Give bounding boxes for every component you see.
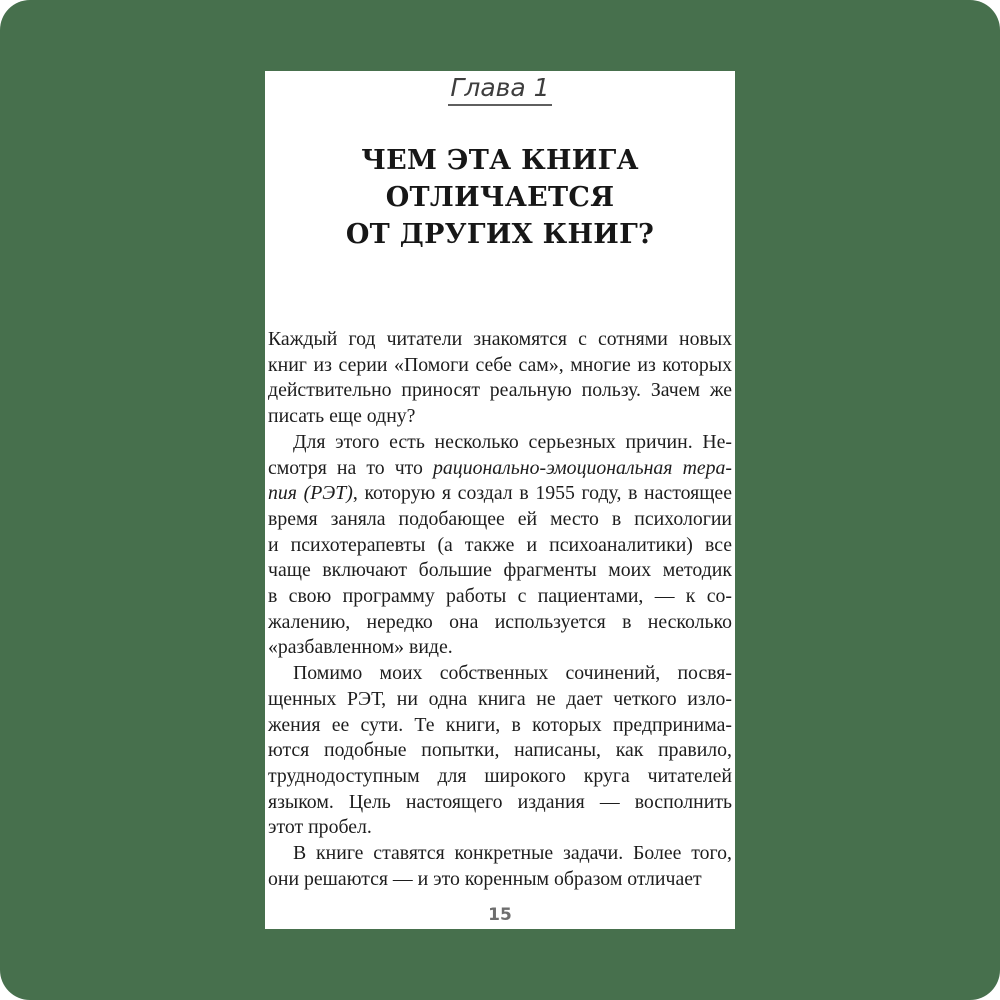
- text-line: в свою программу работы с пациентами, — к со-: [268, 585, 732, 608]
- text-line: труднодоступным для широкого круга читателей: [268, 764, 732, 787]
- chapter-divider: [448, 104, 552, 106]
- text-line: ются подобные попытки, написаны, как правило,: [268, 739, 732, 762]
- paragraph: [268, 327, 732, 430]
- text-line: и психотерапевты (а также и психоаналитики) все: [268, 533, 732, 556]
- text-line: этот пробел.: [268, 816, 372, 839]
- book-page[interactable]: [265, 71, 735, 929]
- text-line: языком. Цель настоящего издания — восполнить: [268, 790, 732, 813]
- page-number: 15: [488, 905, 512, 925]
- text-line: время заняла подобающее ей место в психологии: [268, 507, 732, 530]
- title-line: ЧЕМ ЭТА КНИГА: [361, 145, 639, 176]
- text-line: действительно приносят реальную пользу. Зачем же: [268, 379, 732, 402]
- paragraph: [268, 841, 732, 892]
- text-line: жения ее сути. Те книги, в которых предпринима-: [268, 713, 732, 736]
- title-line: ОТЛИЧАЕТСЯ: [385, 182, 615, 213]
- text-line: писать еще одну?: [268, 405, 416, 428]
- text-line: «разбавленном» виде.: [268, 636, 453, 659]
- title-line: ОТ ДРУГИХ КНИГ?: [345, 219, 655, 250]
- text-line: щенных РЭТ, ни одна книга не дает четкого изло-: [268, 687, 732, 710]
- text-line: жалению, нередко она используется в несколько: [268, 610, 732, 633]
- text-line: Помимо моих собственных сочинений, посвя-: [293, 662, 732, 685]
- text-line: чаще включают большие фрагменты моих методик: [268, 559, 732, 582]
- paragraph: [268, 430, 732, 661]
- paragraph: [268, 661, 732, 841]
- text-line: они решаются — и это коренным образом отличает: [268, 867, 702, 890]
- chapter-title: [268, 142, 732, 253]
- text-line: В книге ставятся конкретные задачи. Более того,: [293, 842, 732, 865]
- text-line: Для этого есть несколько серьезных причин. Не-: [293, 430, 732, 453]
- chapter-label: Глава 1: [450, 73, 550, 102]
- text-line: книг из серии «Помоги себе сам», многие из которых: [268, 353, 732, 376]
- text-line: смотря на то что рационально-эмоциональная тера-: [268, 456, 732, 479]
- body-text: [268, 327, 732, 892]
- text-line: Каждый год читатели знакомятся с сотнями новых: [268, 328, 732, 350]
- text-line: пия (РЭТ), которую я создал в 1955 году, в настоящее: [268, 482, 732, 505]
